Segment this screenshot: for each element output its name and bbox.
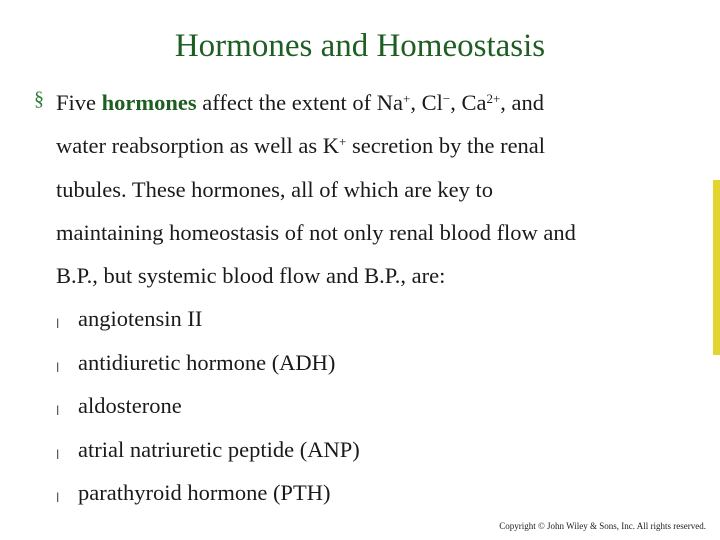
superscript: + [403, 91, 411, 106]
accent-bar [713, 180, 720, 355]
body-line-1 [56, 81, 706, 124]
bullet-icon: l [56, 491, 60, 505]
superscript: + [339, 134, 347, 150]
superscript: − [442, 91, 451, 106]
list-item-label: aldosterone [78, 393, 182, 418]
body-text-segment: Five [56, 90, 102, 115]
highlighted-term: hormones [101, 90, 197, 115]
bullet-icon: l [56, 360, 60, 375]
body-line-2 [56, 124, 706, 167]
body-text-segment: secretion by the renal [346, 133, 546, 159]
list-item-label: angiotensin II [78, 306, 203, 331]
body-text-segment: , Cl [410, 90, 443, 115]
slide-title: Hormones and Homeostasis [174, 28, 546, 64]
body-line-5: B.P., but systemic blood flow and B.P., are: [56, 263, 446, 289]
list-item-label: parathyroid hormone (PTH) [78, 480, 331, 505]
body-text-segment: water reabsorption as well as K [56, 133, 340, 159]
bullet-icon: l [56, 317, 60, 331]
body-text-segment: affect the extent of Na [196, 90, 403, 115]
body-line-4: maintaining homeostasis of not only renal blood flow and [56, 219, 576, 245]
list-item-label: antidiuretic hormone (ADH) [78, 349, 336, 375]
body-paragraph [56, 81, 706, 297]
list-item-label: atrial natriuretic peptide (ANP) [78, 436, 360, 462]
body-line-3: tubules. These hormones, all of which are key to [56, 176, 493, 202]
section-bullet-icon: § [34, 88, 44, 110]
body-text-segment: , and [500, 90, 545, 115]
superscript: 2+ [486, 91, 501, 106]
copyright-notice: Copyright © John Wiley & Sons, Inc. All rights reserved. [499, 521, 706, 531]
bullet-icon: l [56, 404, 60, 418]
bullet-icon: l [56, 447, 60, 462]
body-text-segment: , Ca [450, 90, 487, 115]
